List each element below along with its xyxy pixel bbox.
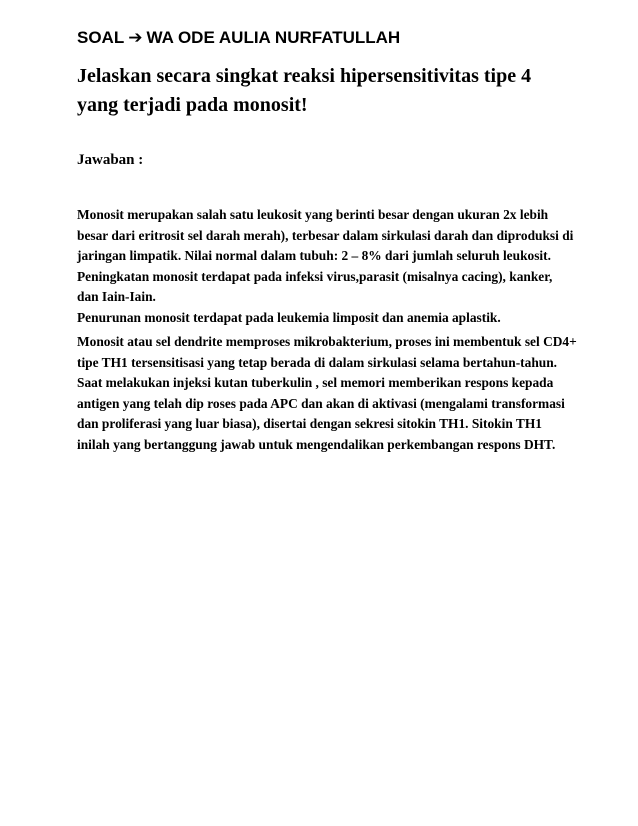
header-prefix: SOAL xyxy=(77,28,125,47)
paragraph-hypersensitivity-mechanism: Monosit atau sel dendrite memproses mikrobakterium, proses ini membentuk sel CD4+ tipe TH1 tersensitisasi yang tetap berada di dalam sirkulasi selama bertahun-tahun. Saat melakukan injeksi kutan tuberkulin , sel memori memberikan respons kepada antigen yang telah dip roses pada APC dan akan di aktivasi (mengalami transformasi dan proliferasi yang luar biasa), disertai dengan sekresi sitokin TH1. Sitokin TH1 inilah yang bertanggung jawab untuk mengendalikan perkembangan respons DHT. xyxy=(77,334,577,452)
document-header xyxy=(77,26,577,50)
paragraph-monosit-decrease: Penurunan monosit terdapat pada leukemia limposit dan anemia aplastik. xyxy=(77,309,501,325)
author-name: WA ODE AULIA NURFATULLAH xyxy=(146,28,401,47)
paragraph-monosit-increase: Peningkatan monosit terdapat pada infeksi virus,parasit (misalnya cacing), kanker, dan Iain-Iain. xyxy=(77,268,553,304)
arrow-right-icon: ➔ xyxy=(128,28,143,47)
question-heading: Jelaskan secara singkat reaksi hipersensitivitas tipe 4 yang terjadi pada monosit! xyxy=(77,65,532,116)
answer-label: Jawaban : xyxy=(77,152,144,168)
document-page xyxy=(77,26,577,455)
paragraph-monosit-definition: Monosit merupakan salah satu leukosit yang berinti besar dengan ukuran 2x lebih besar dari eritrosit sel darah merah), terbesar dalam sirkulasi darah dan diproduksi di jaringan limpatik. Nilai normal dalam tubuh: 2 – 8% dari jumlah seluruh leukosit. xyxy=(77,207,574,263)
